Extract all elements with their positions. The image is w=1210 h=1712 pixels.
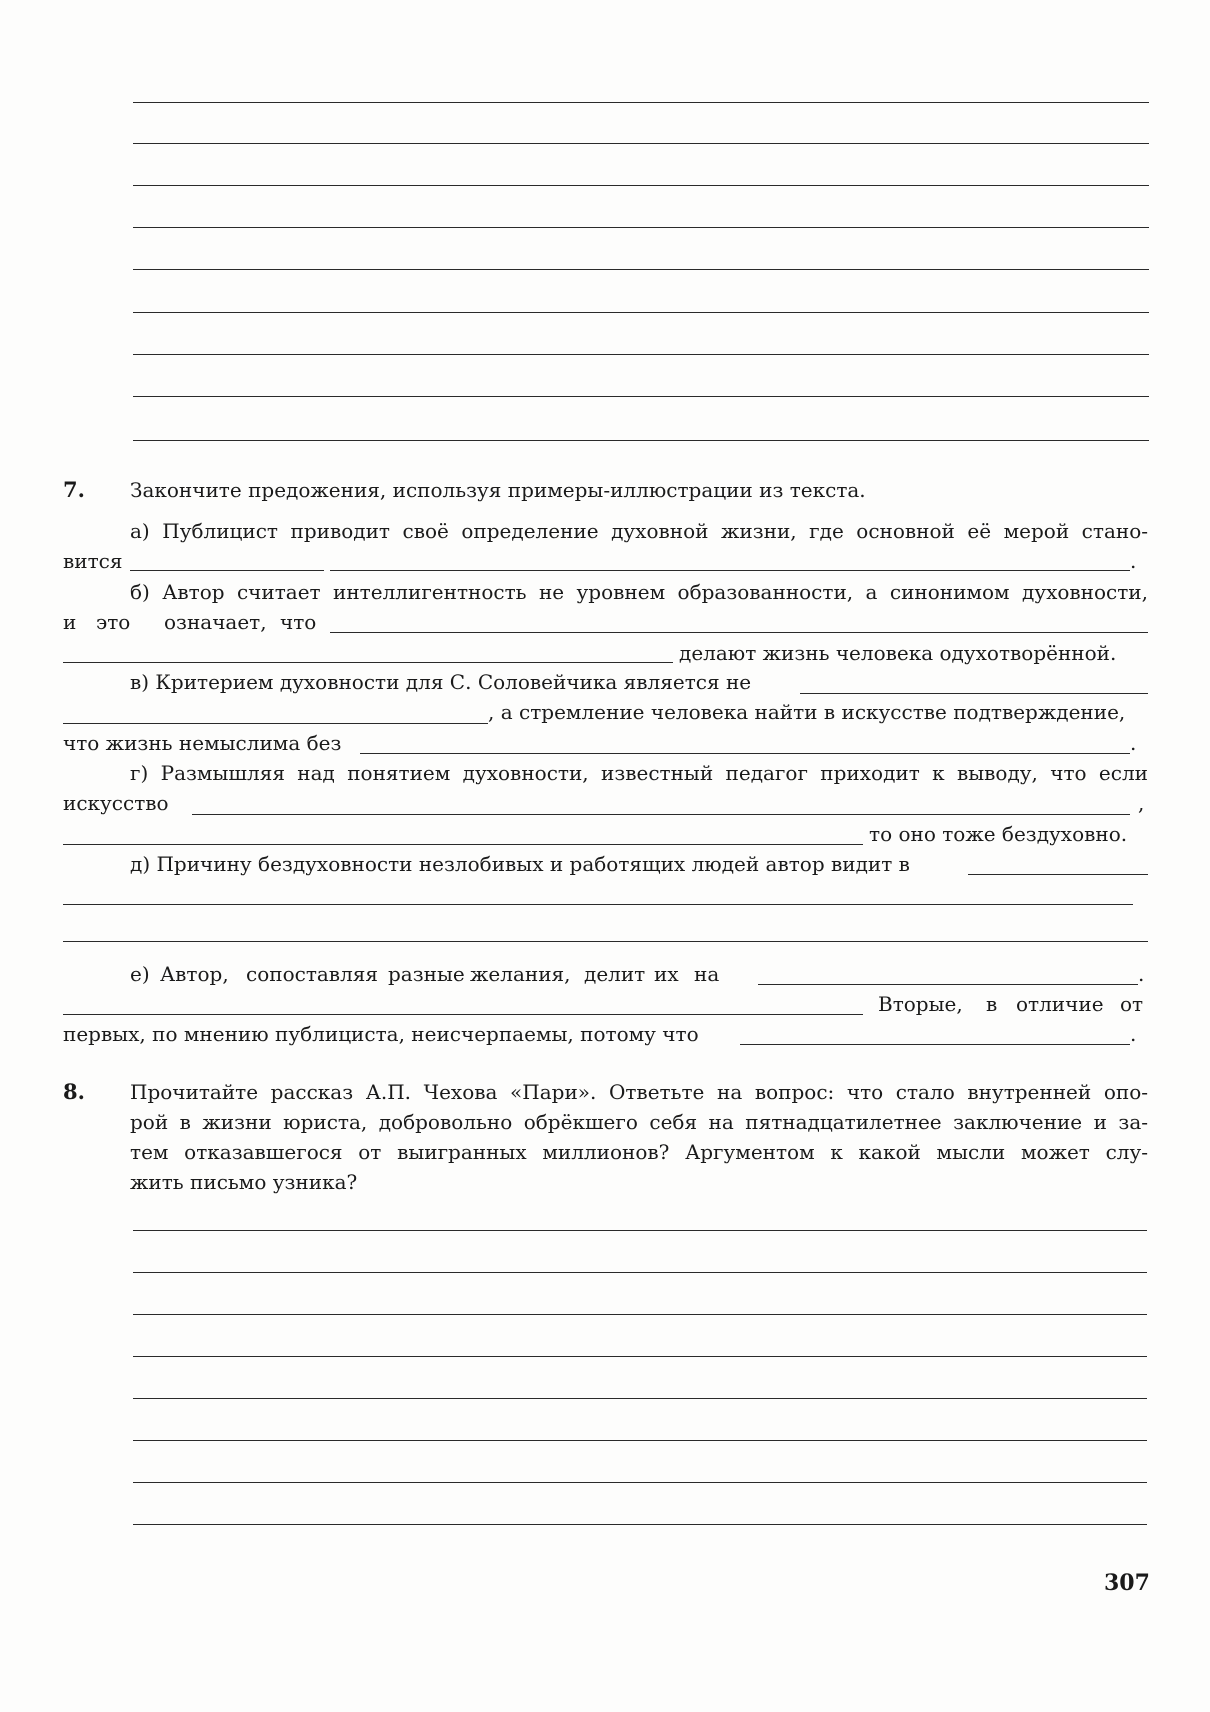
item-e-word: их bbox=[654, 962, 679, 986]
blank-field[interactable] bbox=[800, 693, 1148, 694]
blank-field[interactable] bbox=[192, 814, 1130, 815]
answer-line[interactable] bbox=[133, 185, 1149, 186]
item-e-word: от bbox=[1120, 992, 1144, 1016]
task-prompt-line: рой в жизни юриста, добровольно обрёкшего себя на пятнадцатилетнее заключение и за- bbox=[130, 1110, 1148, 1134]
item-e-period: . bbox=[1130, 1022, 1137, 1046]
item-e-word: Автор, bbox=[160, 962, 229, 986]
page-number: 307 bbox=[1104, 1570, 1150, 1596]
item-b-word: означает, bbox=[164, 610, 267, 634]
item-e-word: в bbox=[986, 992, 998, 1016]
answer-line[interactable] bbox=[133, 1398, 1147, 1399]
item-b-line1: б) Автор считает интеллигентность не уровнем образованности, а синонимом духовности, bbox=[130, 580, 1148, 604]
task-prompt: Закончите предожения, используя примеры-иллюстрации из текста. bbox=[130, 478, 866, 502]
blank-field[interactable] bbox=[63, 844, 863, 845]
item-g-line2: искусство bbox=[63, 791, 169, 815]
item-e-word: делит bbox=[584, 962, 646, 986]
answer-line[interactable] bbox=[133, 312, 1149, 313]
item-e-word: на bbox=[694, 962, 720, 986]
answer-line[interactable] bbox=[133, 440, 1149, 441]
item-b-word: это bbox=[96, 610, 131, 634]
answer-line[interactable] bbox=[133, 1314, 1147, 1315]
answer-line[interactable] bbox=[133, 143, 1149, 144]
blank-field[interactable] bbox=[130, 570, 324, 571]
item-e-period: . bbox=[1138, 962, 1145, 986]
item-b-line3: делают жизнь человека одухотворённой. bbox=[679, 641, 1117, 665]
item-v-line1: в) Критерием духовности для С. Соловейчика является не bbox=[130, 670, 752, 694]
blank-field[interactable] bbox=[330, 570, 1130, 571]
answer-line[interactable] bbox=[133, 1440, 1147, 1441]
item-v-line3: что жизнь немыслима без bbox=[63, 731, 342, 755]
item-e-word: желания, bbox=[470, 962, 571, 986]
item-v-line2: , а стремление человека найти в искусстве подтверждение, bbox=[488, 700, 1126, 724]
task-prompt-line: Прочитайте рассказ А.П. Чехова «Пари». Ответьте на вопрос: что стало внутренней опо- bbox=[130, 1080, 1148, 1104]
task-prompt-line: жить письмо узника? bbox=[130, 1170, 358, 1194]
blank-field[interactable] bbox=[330, 632, 1148, 633]
answer-line[interactable] bbox=[133, 227, 1149, 228]
blank-field[interactable] bbox=[63, 904, 1133, 905]
item-g-comma: , bbox=[1138, 791, 1145, 815]
item-a-period: . bbox=[1130, 549, 1137, 573]
answer-line[interactable] bbox=[133, 1482, 1147, 1483]
item-b-word: и bbox=[63, 610, 77, 634]
blank-field[interactable] bbox=[63, 1014, 863, 1015]
task-number: 8. bbox=[63, 1079, 85, 1104]
blank-field[interactable] bbox=[740, 1044, 1130, 1045]
answer-line[interactable] bbox=[133, 1356, 1147, 1357]
blank-field[interactable] bbox=[63, 941, 1148, 942]
answer-line[interactable] bbox=[133, 269, 1149, 270]
blank-field[interactable] bbox=[360, 753, 1130, 754]
item-e-word: сопоставляя bbox=[246, 962, 379, 986]
item-e-line3: первых, по мнению публициста, неисчерпаемы, потому что bbox=[63, 1022, 699, 1046]
task-prompt-line: тем отказавшегося от выигранных миллионов? Аргументом к какой мысли может слу- bbox=[130, 1140, 1148, 1164]
answer-line[interactable] bbox=[133, 102, 1149, 103]
item-v-period: . bbox=[1130, 731, 1137, 755]
item-d-line1: д) Причину бездуховности незлобивых и работящих людей автор видит в bbox=[130, 852, 910, 876]
item-e-word: е) bbox=[130, 962, 150, 986]
item-g-line3: то оно тоже бездуховно. bbox=[869, 822, 1128, 846]
item-e-word: отличие bbox=[1016, 992, 1104, 1016]
answer-line[interactable] bbox=[133, 396, 1149, 397]
item-e-word: разные bbox=[388, 962, 465, 986]
item-a-line1: а) Публицист приводит своё определение духовной жизни, где основной её мерой стано- bbox=[130, 519, 1148, 543]
item-e-word: Вторые, bbox=[878, 992, 963, 1016]
task-number: 7. bbox=[63, 477, 85, 502]
answer-line[interactable] bbox=[133, 1524, 1147, 1525]
item-a-line2: вится bbox=[63, 549, 123, 573]
blank-field[interactable] bbox=[968, 874, 1148, 875]
answer-line[interactable] bbox=[133, 354, 1149, 355]
item-b-word: что bbox=[280, 610, 317, 634]
blank-field[interactable] bbox=[758, 984, 1138, 985]
blank-field[interactable] bbox=[63, 723, 488, 724]
blank-field[interactable] bbox=[63, 662, 673, 663]
item-g-line1: г) Размышляя над понятием духовности, известный педагог приходит к выводу, что если bbox=[130, 761, 1148, 785]
answer-line[interactable] bbox=[133, 1272, 1147, 1273]
answer-line[interactable] bbox=[133, 1230, 1147, 1231]
